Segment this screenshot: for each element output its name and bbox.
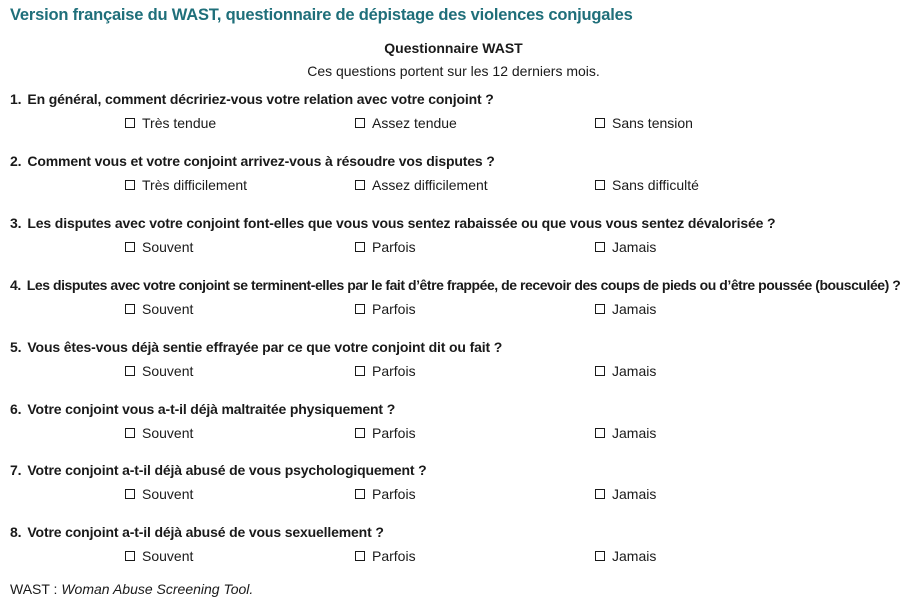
question-label: Vous êtes-vous déjà sentie effrayée par ce que votre conjoint dit ou fait ?: [27, 339, 503, 355]
option-checkbox[interactable]: [355, 115, 457, 131]
option-checkbox[interactable]: [355, 177, 488, 193]
footnote: [10, 581, 253, 597]
option-checkbox[interactable]: [355, 425, 416, 441]
checkbox-icon[interactable]: [355, 180, 365, 190]
option-checkbox[interactable]: [125, 239, 193, 255]
option-label: Assez difficilement: [372, 177, 488, 193]
option-label: Parfois: [372, 239, 416, 255]
question-label: En général, comment décririez-vous votre relation avec votre conjoint ?: [27, 91, 494, 107]
question-label: Les disputes avec votre conjoint font-elles que vous vous sentez rabaissée ou que vous vous sentez dévalorisée ?: [27, 215, 776, 231]
checkbox-icon[interactable]: [355, 366, 365, 376]
option-label: Parfois: [372, 548, 416, 564]
checkbox-icon[interactable]: [595, 304, 605, 314]
option-checkbox[interactable]: [595, 239, 656, 255]
option-label: Très tendue: [142, 115, 217, 131]
option-checkbox[interactable]: [125, 486, 193, 502]
question-8: [10, 524, 905, 584]
option-checkbox[interactable]: [355, 363, 416, 379]
question-number: 8.: [10, 524, 22, 540]
option-checkbox[interactable]: [355, 239, 416, 255]
questionnaire-heading: Questionnaire WAST: [384, 40, 523, 56]
option-label: Souvent: [142, 301, 194, 317]
document-title: Version française du WAST, questionnaire de dépistage des violences conjugales: [10, 6, 633, 24]
option-checkbox[interactable]: [125, 425, 193, 441]
checkbox-icon[interactable]: [355, 551, 365, 561]
question-1: [10, 91, 905, 151]
checkbox-icon[interactable]: [595, 551, 605, 561]
question-3: [10, 215, 905, 275]
question-text: [10, 91, 494, 107]
question-text: [10, 524, 384, 540]
checkbox-icon[interactable]: [125, 242, 135, 252]
checkbox-icon[interactable]: [595, 118, 605, 128]
option-label: Souvent: [142, 548, 194, 564]
checkbox-icon[interactable]: [355, 304, 365, 314]
option-checkbox[interactable]: [125, 115, 216, 131]
checkbox-icon[interactable]: [125, 118, 135, 128]
option-checkbox[interactable]: [355, 486, 416, 502]
question-number: 7.: [10, 462, 22, 478]
option-checkbox[interactable]: [355, 301, 416, 317]
question-label: Les disputes avec votre conjoint se terminent-elles par le fait d’être frappée, de recevoir des coups de pieds ou d’être poussée (bousculée) ?: [26, 277, 901, 293]
question-label: Votre conjoint vous a-t-il déjà maltraitée physiquement ?: [27, 401, 396, 417]
question-number: 1.: [10, 91, 22, 107]
question-5: [10, 339, 905, 399]
option-label: Jamais: [612, 239, 657, 255]
option-checkbox[interactable]: [125, 301, 193, 317]
option-label: Jamais: [612, 486, 657, 502]
checkbox-icon[interactable]: [355, 118, 365, 128]
option-label: Assez tendue: [372, 115, 457, 131]
question-4: [10, 277, 905, 337]
checkbox-icon[interactable]: [125, 304, 135, 314]
questionnaire-subheading: Ces questions portent sur les 12 derniers mois.: [307, 63, 600, 79]
option-checkbox[interactable]: [125, 548, 193, 564]
checkbox-icon[interactable]: [355, 428, 365, 438]
question-number: 3.: [10, 215, 22, 231]
option-label: Jamais: [612, 363, 657, 379]
option-label: Souvent: [142, 486, 194, 502]
option-label: Parfois: [372, 301, 416, 317]
option-label: Souvent: [142, 239, 194, 255]
option-checkbox[interactable]: [595, 177, 699, 193]
checkbox-icon[interactable]: [355, 242, 365, 252]
option-label: Jamais: [612, 425, 657, 441]
question-7: [10, 462, 905, 522]
option-label: Parfois: [372, 486, 416, 502]
checkbox-icon[interactable]: [355, 489, 365, 499]
option-label: Jamais: [612, 301, 657, 317]
option-label: Sans tension: [612, 115, 693, 131]
checkbox-icon[interactable]: [125, 489, 135, 499]
option-checkbox[interactable]: [595, 301, 656, 317]
question-6: [10, 401, 905, 461]
checkbox-icon[interactable]: [595, 366, 605, 376]
question-text: [10, 277, 900, 293]
option-checkbox[interactable]: [595, 115, 693, 131]
checkbox-icon[interactable]: [125, 366, 135, 376]
question-label: Votre conjoint a-t-il déjà abusé de vous psychologiquement ?: [27, 462, 427, 478]
option-checkbox[interactable]: [595, 548, 656, 564]
option-checkbox[interactable]: [595, 425, 656, 441]
option-label: Très difficilement: [142, 177, 248, 193]
question-text: [10, 339, 502, 355]
checkbox-icon[interactable]: [595, 242, 605, 252]
checkbox-icon[interactable]: [595, 180, 605, 190]
question-text: [10, 215, 775, 231]
checkbox-icon[interactable]: [595, 489, 605, 499]
option-label: Jamais: [612, 548, 657, 564]
footnote-abbr: WAST :: [10, 581, 62, 597]
question-label: Votre conjoint a-t-il déjà abusé de vous sexuellement ?: [27, 524, 384, 540]
footnote-expansion: Woman Abuse Screening Tool.: [61, 581, 254, 597]
option-label: Souvent: [142, 363, 194, 379]
question-number: 2.: [10, 153, 22, 169]
question-number: 5.: [10, 339, 22, 355]
question-text: [10, 153, 495, 169]
option-checkbox[interactable]: [355, 548, 416, 564]
question-text: [10, 401, 395, 417]
option-checkbox[interactable]: [125, 363, 193, 379]
option-checkbox[interactable]: [595, 486, 656, 502]
option-checkbox[interactable]: [595, 363, 656, 379]
option-label: Sans difficulté: [612, 177, 699, 193]
checkbox-icon[interactable]: [125, 180, 135, 190]
checkbox-icon[interactable]: [125, 551, 135, 561]
question-2: [10, 153, 905, 213]
question-label: Comment vous et votre conjoint arrivez-vous à résoudre vos disputes ?: [27, 153, 495, 169]
question-text: [10, 462, 427, 478]
question-number: 6.: [10, 401, 22, 417]
question-number: 4.: [10, 277, 21, 293]
option-label: Parfois: [372, 425, 416, 441]
option-label: Souvent: [142, 425, 194, 441]
checkbox-icon[interactable]: [125, 428, 135, 438]
checkbox-icon[interactable]: [595, 428, 605, 438]
option-label: Parfois: [372, 363, 416, 379]
option-checkbox[interactable]: [125, 177, 247, 193]
